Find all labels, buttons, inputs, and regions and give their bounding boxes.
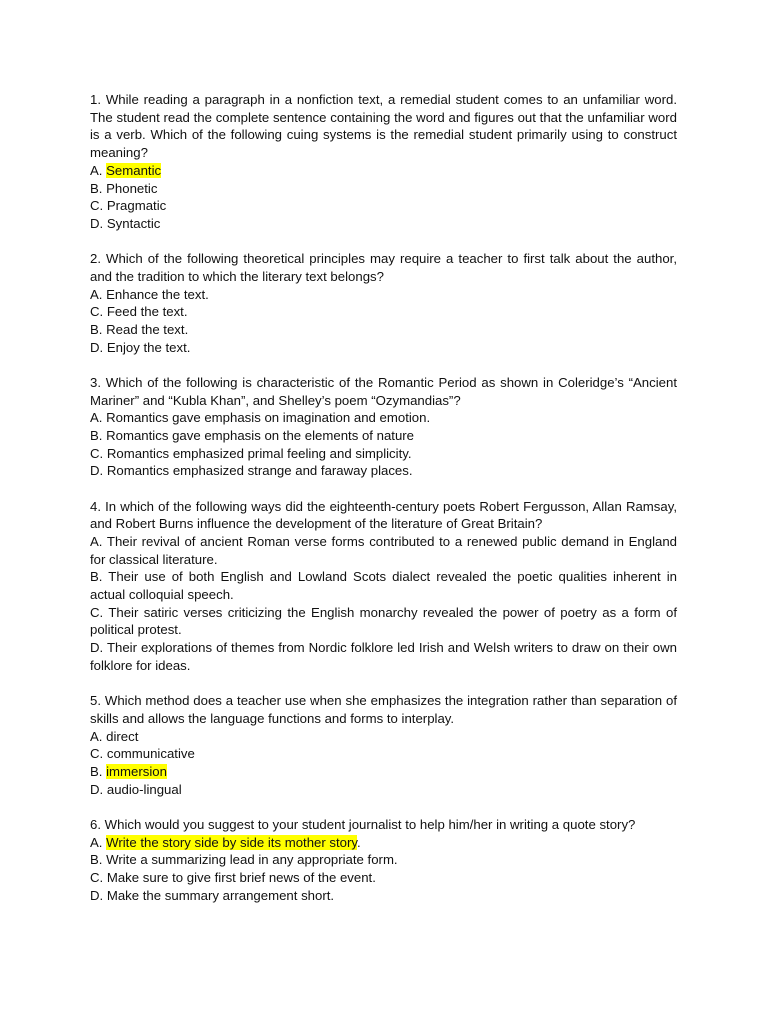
option-text: Their revival of ancient Roman verse forms contributed to a renewed public demand in England for classical literature.: [90, 533, 677, 567]
question-stem: 2. Which of the following theoretical principles may require a teacher to first talk about the author, and the tradition to which the literary text belongs?: [90, 251, 677, 284]
option-prefix: A.: [90, 533, 107, 549]
option-text: Pragmatic: [106, 198, 167, 214]
answer-option: [90, 303, 677, 321]
option-text: Read the text.: [106, 321, 189, 337]
question-6: [90, 816, 677, 905]
answer-option: [90, 215, 677, 233]
option-text: Write a summarizing lead in any appropriate form.: [106, 852, 398, 868]
question-stem: 6. Which would you suggest to your student journalist to help him/her in writing a quote story?: [90, 816, 636, 832]
option-prefix: D.: [90, 781, 107, 797]
option-prefix: B.: [90, 427, 107, 443]
option-prefix: C.: [90, 445, 107, 461]
option-prefix: A.: [90, 162, 107, 178]
answer-option: [90, 321, 677, 339]
answer-option: [90, 427, 677, 445]
question-2: [90, 250, 677, 356]
option-text: Their satiric verses criticizing the English monarchy revealed the power of poetry as a form of political protest.: [90, 604, 677, 638]
option-prefix: C.: [90, 198, 107, 214]
answer-option: [90, 286, 677, 304]
option-prefix: D.: [90, 339, 107, 355]
option-prefix: A.: [90, 410, 107, 426]
option-text: communicative: [106, 746, 195, 762]
option-text: Romantics gave emphasis on imagination and emotion.: [106, 410, 431, 426]
option-prefix: C.: [90, 304, 107, 320]
answer-option: [90, 851, 677, 869]
answer-option: [90, 162, 677, 180]
option-prefix: A.: [90, 834, 107, 850]
option-prefix: D.: [90, 640, 107, 656]
answer-option: [90, 763, 677, 781]
option-text: Enhance the text.: [106, 286, 209, 302]
option-prefix: D.: [90, 463, 107, 479]
option-prefix: D.: [90, 215, 107, 231]
question-stem: 4. In which of the following ways did the eighteenth-century poets Robert Fergusson, Allan Ramsay, and Robert Burns influence the development of the literature of Great Britain?: [90, 498, 677, 532]
option-prefix: C.: [90, 746, 107, 762]
option-prefix: A.: [90, 286, 107, 302]
option-prefix: B.: [90, 321, 107, 337]
option-suffix: .: [357, 834, 361, 850]
option-prefix: D.: [90, 887, 107, 903]
answer-option: [90, 604, 677, 639]
option-text: Phonetic: [106, 180, 158, 196]
option-prefix: C.: [90, 604, 109, 620]
highlighted-answer: Write the story side by side its mother story: [106, 834, 358, 850]
answer-option: [90, 462, 677, 480]
question-5: [90, 692, 677, 798]
option-prefix: C.: [90, 869, 107, 885]
answer-option: [90, 781, 677, 799]
answer-option: [90, 445, 677, 463]
answer-option: [90, 869, 677, 887]
question-1: [90, 91, 677, 233]
question-3: [90, 374, 677, 480]
option-prefix: B.: [90, 763, 107, 779]
option-text: Their use of both English and Lowland Scots dialect revealed the poetic qualities inherent in actual colloquial speech.: [90, 569, 677, 603]
option-prefix: A.: [90, 728, 107, 744]
option-text: Make the summary arrangement short.: [106, 887, 335, 903]
answer-option: [90, 197, 677, 215]
highlighted-answer: immersion: [106, 763, 167, 779]
question-stem: 1. While reading a paragraph in a nonfiction text, a remedial student comes to an unfamiliar word. The student read the complete sentence containing the word and figures out that the unfamiliar word is a verb. Which of the following cuing systems is the remedial student primarily using to construct meaning?: [90, 92, 677, 161]
option-prefix: B.: [90, 569, 109, 585]
option-prefix: B.: [90, 852, 107, 868]
option-text: Romantics emphasized primal feeling and simplicity.: [106, 445, 412, 461]
option-text: audio-lingual: [106, 781, 182, 797]
option-text: Enjoy the text.: [106, 339, 191, 355]
option-text: Feed the text.: [106, 304, 188, 320]
document-page: [90, 91, 677, 922]
question-4: [90, 498, 677, 675]
answer-option: [90, 568, 677, 603]
answer-option: [90, 409, 677, 427]
answer-option: [90, 834, 677, 852]
answer-option: [90, 533, 677, 568]
answer-option: [90, 728, 677, 746]
option-text: Make sure to give first brief news of the event.: [106, 869, 376, 885]
option-prefix: B.: [90, 180, 107, 196]
answer-option: [90, 180, 677, 198]
option-text: Romantics emphasized strange and faraway places.: [106, 463, 413, 479]
answer-option: [90, 339, 677, 357]
option-text: direct: [106, 728, 139, 744]
answer-option: [90, 639, 677, 674]
option-text: Romantics gave emphasis on the elements of nature: [106, 427, 415, 443]
question-stem: 3. Which of the following is characteristic of the Romantic Period as shown in Coleridge’s “Ancient Mariner” and “Kubla Khan”, and Shelley’s poem “Ozymandias”?: [90, 374, 677, 408]
question-stem: 5. Which method does a teacher use when she emphasizes the integration rather than separation of skills and allows the language functions and forms to interplay.: [90, 693, 677, 726]
option-text: Their explorations of themes from Nordic folklore led Irish and Welsh writers to draw on their own folklore for ideas.: [90, 640, 677, 673]
answer-option: [90, 887, 677, 905]
answer-option: [90, 745, 677, 763]
highlighted-answer: Semantic: [106, 162, 162, 178]
option-text: Syntactic: [106, 215, 161, 231]
